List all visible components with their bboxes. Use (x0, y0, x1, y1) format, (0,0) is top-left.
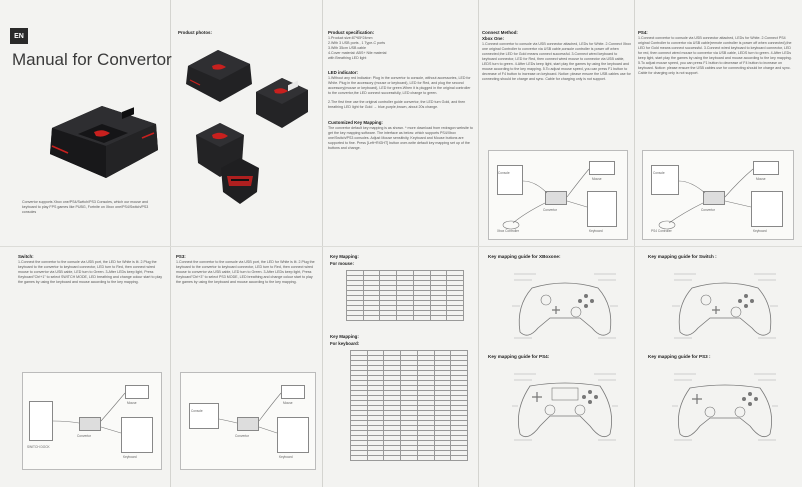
switch-text: 1.Connect the convertor to the console via USB port, the LED for White is lit. 2.Plug the keyboard to the convertor to keyboard connector, LED turn to Red, then connect wired mouse to convertor via USB cable, LED turn to Green. 3.After LEDs keep light, Press Keyboard"Ctrl+1" to select SWITCH MODE, LED breathing and change colour start to play the games by using the keyboard and mouse according to the key mapping. (18, 260, 163, 284)
xbox-connection-diagram (488, 150, 628, 240)
xbox-controller-diagram (510, 266, 620, 346)
keyboard-label: Keyboard (589, 229, 603, 233)
ps3-connection-diagram (180, 372, 316, 470)
mouse-mapping-table (346, 270, 464, 321)
controller-label: Xbox Controller (497, 229, 519, 233)
mouse-label: Mouse (592, 177, 602, 181)
ps3-controller-diagram (670, 366, 780, 446)
keyboard-mapping-table (350, 350, 468, 461)
convertor-photo-top (182, 40, 257, 110)
keyboard-label: Keyboard (279, 455, 293, 459)
ps4-guide-title: Key mapping guide for PS4: (488, 354, 550, 359)
connect-panel (482, 30, 632, 148)
keyboard-label: Keyboard (123, 455, 137, 459)
spec-line: 1.Product size:87*65*24mm (328, 36, 373, 40)
xbox-guide-title: Key mapping guide for XBoxone: (488, 254, 561, 259)
cable-lines (23, 373, 163, 471)
switch-panel (18, 254, 166, 344)
ps4-controller-diagram (510, 366, 620, 446)
language-badge: EN (10, 28, 28, 44)
convertor-label: Convertor (543, 208, 557, 212)
fold-line (170, 0, 171, 487)
console-label: Console (498, 171, 510, 175)
keyboard-mapping-sub: For keyboard: (330, 341, 360, 346)
convertor-device-large (38, 88, 168, 198)
cable-lines (181, 373, 317, 471)
keyboard-label: Keyboard (753, 229, 767, 233)
ps4-connection-diagram (642, 150, 794, 240)
led-text-2: 2.The first time use the original controller guide convertor, the LED turn Gold, and then breathing LED light for Gold → blue,purple,brown, about 20s change. (328, 100, 466, 109)
convertor-label: Convertor (77, 434, 91, 438)
ps3-panel (176, 254, 318, 344)
xbox-connect-text: 1.Connect convertor to console via USB connector attached, LEDs for White. 2.Connect Xbox one original Controller to convertor via USB cable,console controller is power off when connected,the LED for Gold means connect successful. 3.Connect wired keyboard to keyboard connector, LED for Red, then connect wired mouse to connector via USB cable, LEDS turn to green. 4.After LEDs keep light, start play the games by using the keyboard and mouse according to the key mapping. 5.To adjust mouse speed, you can press F1 button to decrease of F4 button to increase on keyboard. Notice: please ensure the USB cables use for connecting should be charge and sync. Cable for charging only is not support. (482, 42, 632, 81)
console-label: Console (653, 171, 665, 175)
fold-line (322, 0, 323, 487)
ps3-heading: PS3: (176, 254, 186, 259)
console-label: Console (191, 409, 203, 413)
switch-heading: Switch: (18, 254, 34, 259)
manual-title: Manual for Convertor (12, 50, 172, 69)
switch-dock-label: SWITCH DOCK (27, 445, 50, 449)
fold-line (634, 0, 635, 487)
ps4-connect-panel (638, 30, 796, 148)
fold-line (0, 246, 802, 247)
fold-line (478, 0, 479, 487)
switch-connection-diagram (22, 372, 162, 470)
mouse-mapping-heading: Key Mapping: (330, 254, 359, 259)
spec-line: 3.With 35cm USB cable (328, 46, 366, 50)
switch-guide-title: Key mapping guide for Switch : (648, 254, 717, 259)
ps3-guide-title: Key mapping guide for PS3 : (648, 354, 711, 359)
custom-heading: Customized Key Mapping: (328, 120, 383, 125)
spec-line: 2.With 3 USB ports , 1 Type-C ports (328, 41, 386, 45)
custom-text: The convertor default key mapping is as shown. * more download from redragon website to get the key mapping software. The interface as below: which supports PS4/Xbox one/Switch/PS3 consoles. Adjust Mouse sensitivity, Keyboard and Mouse buttons are supported to fine. Press [Left+RIGHT] button over-write default key mapping set up of the buttons and change. (328, 126, 473, 150)
connect-heading: Connect Method: (482, 30, 518, 35)
controller-label: PS4 Controller (651, 229, 672, 233)
ps4-heading: PS4: (638, 30, 648, 35)
cable-lines (489, 151, 629, 241)
xbox-heading: Xbox One: (482, 36, 504, 41)
mouse-label: Mouse (127, 401, 137, 405)
mouse-mapping-sub: For mouse: (330, 261, 354, 266)
led-text: 1.Without any red indicator: Plug in the convertor to console, without accessories, LED for White. Plug in the accessory (mouse or keyboard), LED for Red, and plug the second accessory(mouse or keyboard), LED for green.When it is plugged in the original controller to the convertor,the LED connect successfully, LED change to green. (328, 76, 471, 95)
supports-text: Convertor supports Xbox one/PS4/Switch/PS3 Consoles, which our mouse and keyboard to play FPS games like PUBG, Fortnite on Xbox one/PS4/Switch/PS3 consoles (22, 200, 149, 214)
photos-heading: Product photos: (178, 30, 212, 35)
convertor-photo-side (252, 72, 312, 137)
mouse-label: Mouse (756, 177, 766, 181)
ps4-connect-text: 1.Connect convertor to console via USB connector attached, LEDs for White. 2.Connect PS4 original Controller to convertor via USB cable(remote controller is power off when connected),the LED for Gold means connect successful. 3.Connect wired keyboard to keyboard connector, LED for red, then connect wired mouse to convertor via USB cable, LEDS turn to green. 4.After LEDs keep light, start play the games by using the keyboard and mouse according to the key mapping. 5.To adjust mouse speed, you can press F1 button to decrease of F4 button to increase on keyboard. Notice: please ensure the USB cables use for connecting should be charge and sync. Cable for charging only is not support. (638, 36, 792, 75)
spec-line: with Breathing LED light (328, 56, 367, 60)
cable-lines (643, 151, 795, 241)
spec-line: 4.Cover material: ABS+ Nile material (328, 51, 387, 55)
switch-controller-diagram (670, 266, 780, 346)
convertor-label: Convertor (701, 208, 715, 212)
keyboard-mapping-heading: Key Mapping: (330, 334, 359, 339)
convertor-photo-back (215, 150, 265, 210)
led-heading: LED indicator: (328, 70, 359, 75)
ps3-text: 1.Connect the convertor to the console via USB port, the LED for White is lit. 2.Plug the keyboard to the convertor to keyboard connector, LED turn to Red, then connect wired mouse to convertor via USB cable, LED turn to Green. 3.After LEDs keep light, Press Keyboard"Ctrl+3" to select PS3 MODE, LED breathing and change colour start to play the games by using the keyboard and mouse according to the key mapping. (176, 260, 315, 284)
convertor-label: Convertor (235, 434, 249, 438)
spec-panel (328, 30, 473, 245)
mouse-label: Mouse (283, 401, 293, 405)
spec-heading: Product specification: (328, 30, 375, 35)
